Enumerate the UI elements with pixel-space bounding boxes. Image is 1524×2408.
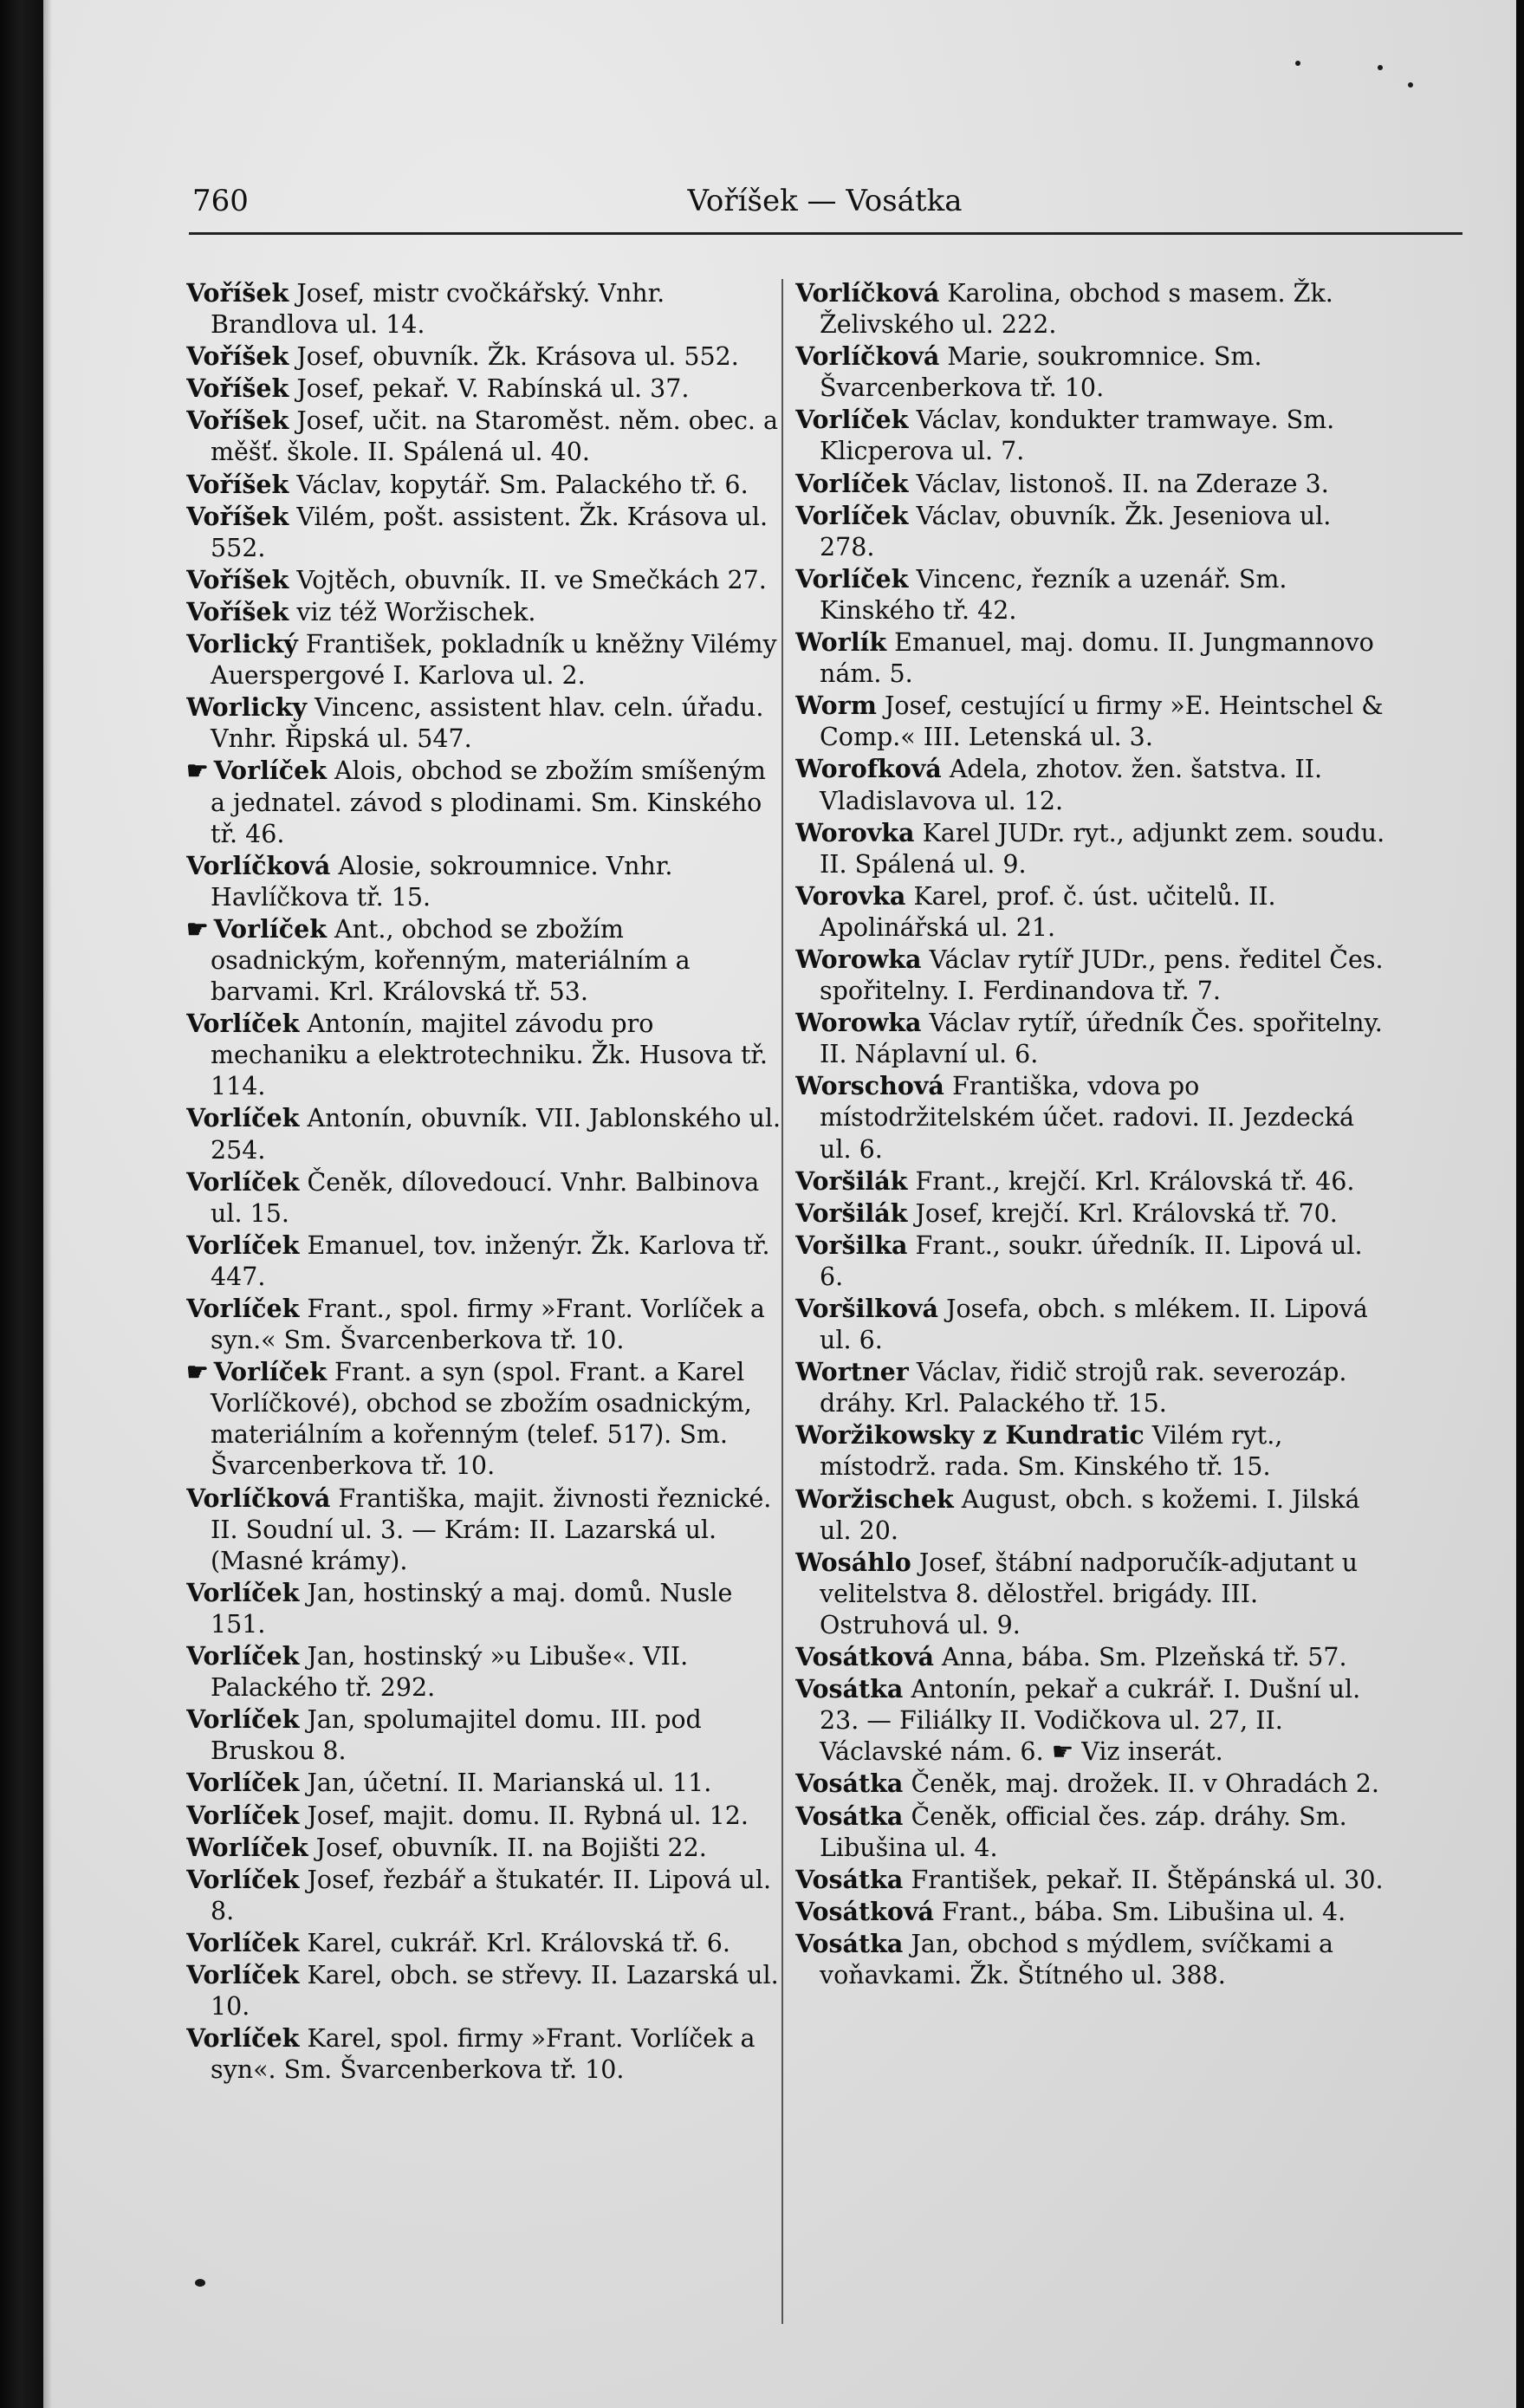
entry-details: Josef, řezbář a štukatér. II. Lipová ul. 8. bbox=[211, 1865, 772, 1925]
entry-surname: Worowka bbox=[795, 1008, 922, 1038]
entry-surname: Vorlíčková bbox=[186, 850, 331, 880]
entry-details: Karolina, obchod s masem. Žk. Želivského ul. 222. bbox=[820, 279, 1333, 340]
directory-entry bbox=[795, 341, 1393, 404]
entry-details: Vincenc, assistent hlav. celn. úřadu. Vnhr. Řipská ul. 547. bbox=[211, 693, 764, 754]
entry-details: Václav, obuvník. Žk. Jeseniova ul. 278. bbox=[820, 501, 1332, 561]
entry-details: Karel, obch. se střevy. II. Lazarská ul. 10. bbox=[211, 1960, 779, 2022]
directory-entry bbox=[186, 755, 784, 849]
directory-entry bbox=[795, 626, 1393, 690]
entry-surname: Vorlíček bbox=[186, 1577, 300, 1607]
entry-details: viz též Woržischek. bbox=[296, 597, 536, 626]
directory-entry bbox=[795, 753, 1393, 816]
entry-surname: Worschová bbox=[795, 1071, 944, 1101]
entry-details: František, pekař. II. Štěpánská ul. 30. bbox=[911, 1865, 1384, 1894]
entry-surname: Voříšek bbox=[186, 564, 289, 594]
entry-surname: Vorlíčková bbox=[795, 341, 940, 372]
entry-details: Vojtěch, obuvník. II. ve Smečkách 27. bbox=[296, 565, 767, 594]
directory-entry bbox=[186, 1230, 784, 1293]
directory-entry bbox=[795, 1547, 1393, 1641]
entry-surname: Vorovka bbox=[795, 880, 906, 911]
entry-details: Františka, majit. živnosti řeznické. II. Soudní ul. 3. — Krám: II. Lazarská ul. (Masné krámy). bbox=[211, 1483, 772, 1575]
entry-surname: Vorlíček bbox=[186, 1704, 300, 1735]
entry-surname: Vosátka bbox=[795, 1674, 904, 1704]
directory-entry bbox=[186, 596, 784, 628]
entry-details: Josef, učit. na Staroměst. něm. obec. a měšť. škole. II. Spálená ul. 40. bbox=[211, 406, 779, 467]
entry-details: Františka, vdova po místodržitelském účet. radovi. II. Jezdecká ul. 6. bbox=[820, 1072, 1355, 1164]
directory-entry bbox=[186, 469, 784, 501]
entry-details: Jan, spolumajitel domu. III. pod Bruskou 8. bbox=[211, 1705, 702, 1766]
entry-details: Antonín, pekař a cukrář. I. Dušní ul. 23. — Filiálky II. Vodičkova ul. 27, II. Václavské nám. 6. ☛ Viz inserát. bbox=[820, 1675, 1361, 1767]
directory-entry bbox=[795, 1165, 1393, 1198]
directory-entry bbox=[186, 628, 784, 691]
directory-entry bbox=[186, 1102, 784, 1165]
directory-entry bbox=[795, 817, 1393, 880]
directory-entry bbox=[186, 1577, 784, 1640]
entry-details: František, pokladník u kněžny Vilémy Auerspergové I. Karlova ul. 2. bbox=[211, 630, 777, 691]
directory-entry bbox=[186, 2022, 784, 2086]
directory-entry bbox=[795, 1801, 1393, 1864]
entry-details: Josefa, obch. s mlékem. II. Lipová ul. 6. bbox=[820, 1295, 1368, 1355]
entry-details: Josef, obuvník. II. na Bojišti 22. bbox=[315, 1833, 707, 1862]
entry-surname: Voříšek bbox=[186, 596, 289, 626]
entry-surname: Vorlíček bbox=[213, 1357, 327, 1387]
directory-entry bbox=[795, 563, 1393, 626]
directory-entry bbox=[186, 1864, 784, 1927]
entry-surname: Vosátková bbox=[795, 1642, 934, 1672]
entry-surname: Vorlíček bbox=[186, 1864, 300, 1894]
entry-details: Václav rytíř JUDr., pens. ředitel Čes. spořitelny. I. Ferdinandova tř. 7. bbox=[820, 944, 1384, 1006]
directory-entry bbox=[186, 691, 784, 755]
directory-entry bbox=[186, 913, 784, 1008]
directory-entry bbox=[795, 1641, 1393, 1673]
entry-surname: Worm bbox=[795, 691, 877, 721]
entry-details: Václav, kondukter tramwaye. Sm. Klicperova ul. 7. bbox=[820, 406, 1335, 466]
entry-details: Václav, kopytář. Sm. Palackého tř. 6. bbox=[296, 470, 749, 499]
entry-surname: Wosáhlo bbox=[795, 1547, 911, 1577]
entry-surname: Vorlíček bbox=[186, 1927, 300, 1957]
directory-entry bbox=[795, 1007, 1393, 1070]
entry-surname: Woržikowsky z Kundratic bbox=[795, 1420, 1145, 1451]
directory-entry bbox=[795, 690, 1393, 753]
directory-entry bbox=[186, 1640, 784, 1704]
entry-surname: Worovka bbox=[795, 817, 915, 847]
entry-details: Josef, mistr cvočkářský. Vnhr. Brandlova ul. 14. bbox=[211, 279, 665, 340]
entry-details: Václav rytíř, úředník Čes. spořitelny. II. Náplavní ul. 6. bbox=[820, 1009, 1383, 1069]
directory-entry bbox=[795, 944, 1393, 1007]
entry-surname: Voršilka bbox=[795, 1230, 908, 1260]
entry-details: Jan, účetní. II. Marianská ul. 11. bbox=[307, 1769, 712, 1798]
entry-surname: Worlík bbox=[795, 627, 887, 658]
entry-surname: Vorlíčková bbox=[795, 278, 940, 308]
directory-entry bbox=[186, 405, 784, 468]
directory-entry bbox=[186, 341, 784, 373]
entry-details: Ant., obchod se zbožím osadnickým, kořenným, materiálním a barvami. Krl. Královská tř. 53. bbox=[211, 914, 691, 1007]
entry-surname: Vorlíček bbox=[186, 1800, 300, 1830]
directory-entry bbox=[795, 1673, 1393, 1768]
entry-surname: Wortner bbox=[795, 1357, 909, 1387]
directory-entry bbox=[795, 1928, 1393, 1991]
entry-surname: Vorlíček bbox=[186, 1166, 300, 1197]
directory-entry bbox=[186, 1959, 784, 2022]
directory-entry bbox=[186, 1800, 784, 1832]
entry-surname: Vorlíček bbox=[795, 500, 909, 530]
entry-surname: Voříšek bbox=[186, 278, 289, 308]
entry-details: Emanuel, maj. domu. II. Jungmannovo nám. 5. bbox=[820, 628, 1374, 689]
directory-entry bbox=[186, 501, 784, 564]
entry-surname: Vorlíčková bbox=[186, 1483, 331, 1513]
entry-details: Josef, majit. domu. II. Rybná ul. 12. bbox=[307, 1801, 749, 1830]
entry-details: Čeněk, dílovedoucí. Vnhr. Balbinova ul. 15. bbox=[211, 1167, 760, 1228]
entry-details: Vincenc, řezník a uzenář. Sm. Kinského tř. 42. bbox=[820, 564, 1287, 625]
entry-surname: Voříšek bbox=[186, 501, 289, 531]
entry-surname: Vorlíček bbox=[213, 756, 327, 786]
directory-entry bbox=[186, 850, 784, 913]
directory-entry bbox=[795, 500, 1393, 563]
directory-entry bbox=[795, 1356, 1393, 1419]
left-column bbox=[186, 277, 784, 2322]
directory-entry bbox=[186, 1293, 784, 1356]
entry-details: Karel JUDr. ryt., adjunkt zem. soudu. II. Spálená ul. 9. bbox=[820, 818, 1385, 879]
entry-surname: Voříšek bbox=[186, 373, 289, 404]
entry-details: Marie, soukromnice. Sm. Švarcenberkova tř. 10. bbox=[820, 342, 1262, 403]
entry-surname: Vosátka bbox=[795, 1769, 904, 1799]
entry-details: Josef, krejčí. Krl. Královská tř. 70. bbox=[915, 1198, 1338, 1228]
entry-surname: Vorlíček bbox=[186, 1009, 300, 1039]
entry-surname: Vosátka bbox=[795, 1801, 904, 1831]
directory-entry bbox=[186, 1704, 784, 1767]
entry-details: Emanuel, tov. inženýr. Žk. Karlova tř. 447. bbox=[211, 1230, 770, 1291]
entry-details: Josef, pekař. V. Rabínská ul. 37. bbox=[296, 374, 690, 404]
entry-surname: Woržischek bbox=[795, 1483, 954, 1514]
entry-surname: Vorlický bbox=[186, 629, 298, 659]
directory-entry bbox=[186, 564, 784, 596]
entry-details: Frant. a syn (spol. Frant. a Karel Vorlíčkové), obchod se zbožím osadnickým, materiálním a kořenným (telef. 517). Sm. Švarcenberkova tř. 10. bbox=[211, 1358, 752, 1481]
directory-entry bbox=[795, 1768, 1393, 1800]
scan-edge bbox=[0, 0, 52, 2408]
directory-entry bbox=[186, 1356, 784, 1482]
entry-details: Josef, obuvník. Žk. Krásova ul. 552. bbox=[296, 342, 739, 372]
page-header bbox=[192, 184, 1457, 232]
entry-surname: Vorlíček bbox=[186, 1959, 300, 1989]
directory-entry bbox=[186, 1832, 784, 1864]
entry-surname: Vorlíček bbox=[186, 1294, 300, 1323]
entry-details: August, obch. s kožemi. I. Jilská ul. 20. bbox=[820, 1484, 1360, 1545]
entry-details: Čeněk, official čes. záp. dráhy. Sm. Libušina ul. 4. bbox=[820, 1801, 1347, 1862]
scan-speck bbox=[1378, 65, 1383, 70]
directory-entry bbox=[186, 1008, 784, 1102]
entry-surname: Vosátka bbox=[795, 1928, 904, 1958]
directory-entry bbox=[186, 1767, 784, 1799]
directory-entry bbox=[186, 1483, 784, 1577]
pointing-hand-icon: ☛ bbox=[186, 756, 209, 786]
entry-details: Čeněk, maj. drožek. II. v Ohradách 2. bbox=[911, 1769, 1379, 1799]
entry-surname: Vorlíček bbox=[795, 468, 909, 498]
directory-entry bbox=[795, 277, 1393, 341]
entry-details: Anna, bába. Sm. Plzeňská tř. 57. bbox=[942, 1643, 1347, 1672]
entry-details: Alosie, sokroumnice. Vnhr. Havlíčkova tř. 15. bbox=[211, 851, 673, 912]
page-number: 760 bbox=[192, 184, 249, 218]
entry-surname: Vorlíček bbox=[795, 405, 909, 435]
entry-surname: Voršilák bbox=[795, 1198, 908, 1228]
entry-surname: Vorlíček bbox=[186, 1103, 300, 1133]
entry-surname: Voříšek bbox=[186, 406, 289, 436]
scan-speck bbox=[1408, 82, 1413, 88]
entry-surname: Worlíček bbox=[186, 1832, 308, 1862]
entry-surname: Vorlíček bbox=[186, 2023, 300, 2054]
entry-details: Frant., bába. Sm. Libušina ul. 4. bbox=[942, 1897, 1346, 1926]
entry-surname: Vorlíček bbox=[213, 913, 327, 944]
directory-entry bbox=[795, 468, 1393, 500]
entry-details: Josef, cestující u firmy »E. Heintschel & Comp.« III. Letenská ul. 3. bbox=[820, 691, 1384, 752]
entry-surname: Vorlíček bbox=[186, 1641, 300, 1671]
column-divider bbox=[781, 279, 783, 2324]
entry-details: Frant., krejčí. Krl. Královská tř. 46. bbox=[915, 1166, 1355, 1196]
entry-surname: Voršilák bbox=[795, 1165, 908, 1196]
entry-surname: Vosátková bbox=[795, 1896, 934, 1926]
directory-entry bbox=[186, 1927, 784, 1959]
pointing-hand-icon: ☛ bbox=[186, 913, 209, 944]
entry-details: Vilém, pošt. assistent. Žk. Krásova ul. 552. bbox=[211, 502, 768, 562]
entry-surname: Vorlíček bbox=[186, 1230, 300, 1260]
directory-entry bbox=[186, 373, 784, 405]
entry-details: Václav, listonoš. II. na Zderaze 3. bbox=[916, 469, 1329, 498]
entry-surname: Voříšek bbox=[186, 341, 289, 372]
entry-surname: Vorlíček bbox=[186, 1768, 300, 1798]
directory-entry bbox=[186, 277, 784, 341]
entry-details: Alois, obchod se zbožím smíšeným a jednatel. závod s plodinami. Sm. Kinského tř. 46. bbox=[211, 756, 766, 848]
entry-surname: Worofková bbox=[795, 754, 942, 784]
entry-surname: Vosátka bbox=[795, 1864, 904, 1894]
directory-entry bbox=[795, 1864, 1393, 1896]
running-head: Voříšek — Vosátka bbox=[687, 184, 963, 218]
entry-details: Antonín, majitel závodu pro mechaniku a elektrotechniku. Žk. Husova tř. 114. bbox=[211, 1009, 768, 1101]
entry-details: Frant., soukr. úředník. II. Lipová ul. 6. bbox=[820, 1230, 1363, 1291]
entry-details: Antonín, obuvník. VII. Jablonského ul. 254. bbox=[211, 1104, 781, 1165]
entry-details: Adela, zhotov. žen. šatstva. II. Vladislavova ul. 12. bbox=[820, 755, 1323, 815]
entry-details: Jan, obchod s mýdlem, svíčkami a voňavkami. Žk. Štítného ul. 388. bbox=[820, 1929, 1333, 1989]
directory-entry bbox=[186, 1166, 784, 1230]
scan-speck bbox=[1295, 61, 1300, 66]
scan-speck bbox=[195, 2279, 205, 2287]
header-rule bbox=[189, 232, 1462, 235]
entry-surname: Vorlíček bbox=[795, 563, 909, 594]
entry-details: Josef, štábní nadporučík-adjutant u velitelstva 8. dělostřel. brigády. III. Ostruhová ul. 9. bbox=[820, 1548, 1358, 1639]
entry-details: Jan, hostinský a maj. domů. Nusle 151. bbox=[211, 1578, 733, 1639]
directory-entry bbox=[795, 1896, 1393, 1928]
entry-surname: Worowka bbox=[795, 944, 922, 974]
entry-details: Karel, cukrář. Krl. Královská tř. 6. bbox=[307, 1928, 730, 1957]
pointing-hand-icon: ☛ bbox=[186, 1357, 209, 1387]
entry-details: Václav, řidič strojů rak. severozáp. dráhy. Krl. Palackého tř. 15. bbox=[820, 1358, 1347, 1418]
entry-surname: Worlicky bbox=[186, 692, 308, 723]
directory-entry bbox=[795, 880, 1393, 944]
entry-surname: Voříšek bbox=[186, 469, 289, 499]
directory-entry bbox=[795, 1293, 1393, 1356]
directory-entry bbox=[795, 1483, 1393, 1547]
directory-entry bbox=[795, 404, 1393, 467]
entry-details: Jan, hostinský »u Libuše«. VII. Palackého tř. 292. bbox=[211, 1642, 689, 1703]
entry-surname: Voršilková bbox=[795, 1294, 939, 1323]
right-column bbox=[795, 277, 1393, 2322]
entry-details: Karel, prof. č. úst. učitelů. II. Apolinářská ul. 21. bbox=[820, 881, 1276, 942]
entry-details: Vilém ryt., místodrž. rada. Sm. Kinského tř. 15. bbox=[820, 1421, 1283, 1482]
entry-details: Karel, spol. firmy »Frant. Vorlíček a syn«. Sm. Švarcenberkova tř. 10. bbox=[211, 2024, 756, 2085]
directory-entry bbox=[795, 1419, 1393, 1483]
entry-details: Frant., spol. firmy »Frant. Vorlíček a syn.« Sm. Švarcenberkova tř. 10. bbox=[211, 1295, 765, 1355]
directory-entry bbox=[795, 1070, 1393, 1165]
directory-entry bbox=[795, 1230, 1393, 1293]
directory-entry bbox=[795, 1198, 1393, 1230]
